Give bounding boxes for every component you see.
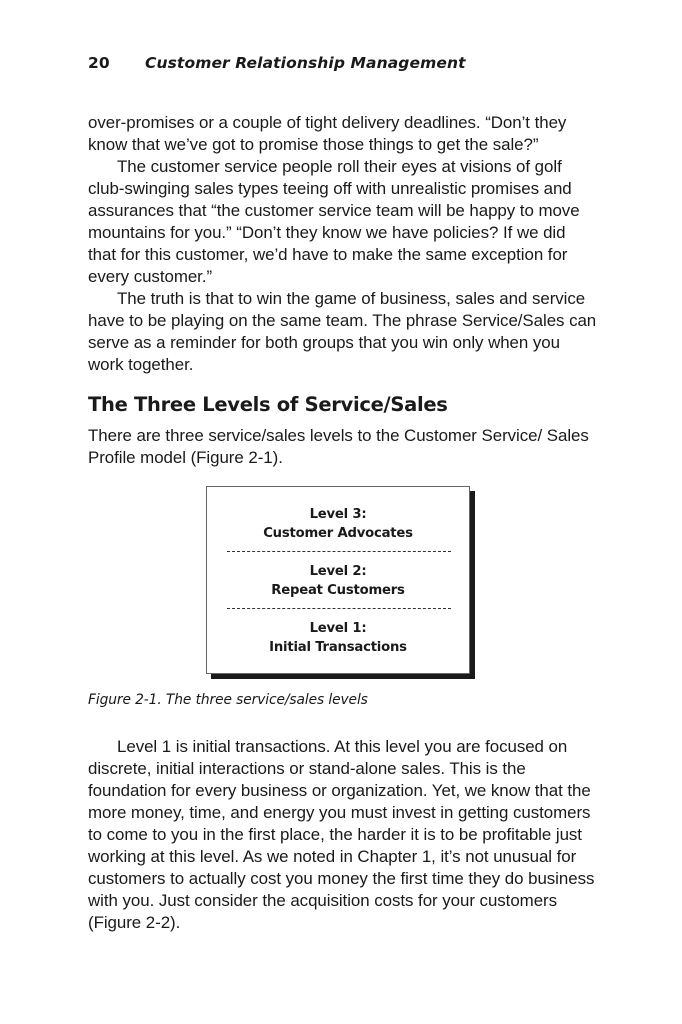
dashed-divider xyxy=(227,608,451,609)
page-number: 20 xyxy=(88,54,110,72)
level-2-name: Repeat Customers xyxy=(271,583,405,598)
dashed-divider xyxy=(227,551,451,552)
figure-caption: Figure 2-1. The three service/sales levels xyxy=(88,692,368,708)
level-2-label: Level 2: xyxy=(309,564,367,579)
level-1-name: Initial Transactions xyxy=(269,640,407,655)
level-3-item xyxy=(207,505,469,543)
intro-text-block xyxy=(88,112,598,376)
service-sales-levels-figure xyxy=(206,486,470,674)
paragraph-truth: The truth is that to win the game of business, sales and service have to be playing on the same team. The phrase Service/Sales can serve as a reminder for both groups that you win only when you work together. xyxy=(88,289,597,374)
closing-text-block xyxy=(88,736,598,934)
paragraph-customer-service: The customer service people roll their eyes at visions of golf club-swinging sales types teeing off with unrealistic promises and assurances that “the customer service team will be happy to move mountains for you.” “Don’t they know we have policies? If we did that for this customer, we’d have to make the same exception for every customer.” xyxy=(88,157,580,286)
section-intro-paragraph: There are three service/sales levels to the Customer Service/ Sales Profile model (Figure 2-1). xyxy=(88,426,589,467)
section-heading: The Three Levels of Service/Sales xyxy=(88,393,448,416)
level-3-label: Level 3: xyxy=(309,507,367,522)
level-2-item xyxy=(207,562,469,600)
level-3-name: Customer Advocates xyxy=(263,526,413,541)
section-intro-block xyxy=(88,425,598,469)
level-1-item xyxy=(207,619,469,657)
paragraph-level-1: Level 1 is initial transactions. At this level you are focused on discrete, initial interactions or stand-alone sales. This is the foundation for every business or organization. Yet, we know that the more money, time, and energy you must invest in getting customers to come to you in the first place, the harder it is to be profitable just working at this level. As we noted in Chapter 1, it’s not unusual for customers to actually cost you money the first time they do business with you. Just consider the acquisition costs for your customers (Figure 2-2). xyxy=(88,737,595,932)
level-1-label: Level 1: xyxy=(309,621,367,636)
paragraph-continued: over-promises or a couple of tight delivery deadlines. “Don’t they know that we’ve got to promise those things to get the sale?” xyxy=(88,113,567,154)
running-head xyxy=(88,54,466,72)
book-title: Customer Relationship Management xyxy=(145,54,466,72)
